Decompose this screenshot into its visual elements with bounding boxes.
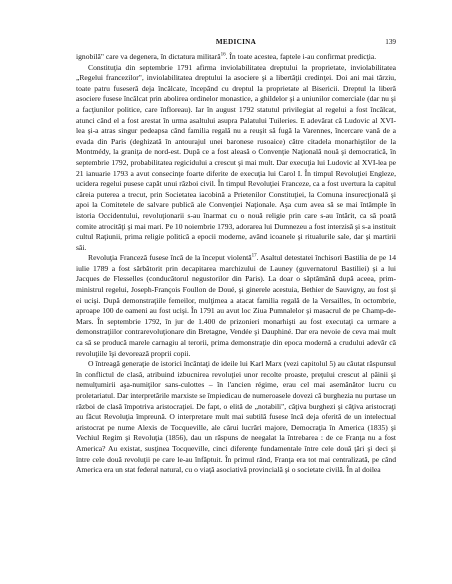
paragraph: O întreagă generaţie de istorici încântaţi de ideile lui Karl Marx (vezi capitolul 5) au căutat răspunsul în conflictul de clasă, atribuind izbucnirea revoluţiei unor recolte proaste, preţului crescut al pâinii şi nemulţumirii aşa-numiţilor sans-culottes – în l'ancien régime, erau cel mai asemănător lucru cu proletariatul. Dar interpretările marxiste se împiedicau de numeroasele dovezi că burghezia nu purtase un război de clasă împotriva aristocraţiei. De fapt, o elită de „notabili", câţiva burghezi şi câţiva aristocraţi au făcut Revoluţia împreună. O interpretare mult mai subtilă fusese încă deja oferită de un intelectual aristocrat pe nume Alexis de Tocqueville, ale cărui lucrări majore, Democraţia în America (1835) şi Vechiul Regim şi Revoluţia (1856), dau un răspuns de neegalat la întrebarea : de ce Franţa nu a fost America? Au existat, susţinea Tocqueville, cinci diferenţe fundamentale între cele două ţări şi deci şi între cele două revoluţii pe care le-au înfăptuit. În primul rând, Franţa era tot mai centralizată, pe când America era un stat federal natural, cu o viaţă asociativă provincială şi o societate civilă. În al doilea xyxy=(76,359,396,475)
page-number: 139 xyxy=(385,38,396,46)
running-title: MEDICINA xyxy=(215,38,257,46)
footnote-ref[interactable]: 16 xyxy=(220,52,226,58)
footnote-ref[interactable]: 17 xyxy=(251,253,257,259)
body-text xyxy=(76,52,396,572)
page-header xyxy=(76,38,396,50)
paragraph: Revoluţia Franceză fusese încă de la început violentă$^{17}$. Asaltul detestatei închisori Bastilia de pe 14 iulie 1789 a fost sărbătorit prin decapitarea marchizului de Launey (guvernatorul Bastiliei) şi a lui Jacques de Flesselles (conducătorul negustorilor din Paris). La doar o săptămână după aceea, prim-ministrul regelui, Joseph-François Foullon de Doué, şi ginerele acestuia, Bethier de Sauvigny, au fost şi ei ucişi. După demonstraţiile femeilor, mulţimea a atacat familia regală de la Versailles, în octombrie, aproape 100 de oameni au fost ucişi. În 1791 au avut loc Ziua Pumnalelor şi masacrul de pe Champ-de-Mars. În septembrie 1792, în jur de 1.400 de prizonieri monarhişti au fost executaţi ca urmare a demonstraţiilor contrarevoluţionare din Bretagne, Vendée şi Dauphiné. Dar era nevoie de ceva mai mult ca să se producă marele carnagiu al terorii, prima demonstraţie din epoca modernă a crudului adevăr că revoluţiile îşi devorează proprii copii. xyxy=(76,253,396,358)
paragraph: ignobilă" care va degenera, în dictatura militară$^{16}$. În toate acestea, faptele i-au confirmat predicţia. xyxy=(76,52,377,61)
paragraph: Constituţia din septembrie 1791 afirma inviolabilitatea dreptului la proprietate, inviolabilitatea „Regelui francezilor", inviolabilitatea dreptului la asociere şi a libertăţii credinţei. Doi ani mai târziu, toate patru fuseseră deja încălcate, începând cu dreptul la proprietate al Bisericii. Dreptul la liberă asociere fusese încălcat prin abolirea ordinelor monastice, a ghildelor şi a uniunilor comerciale (dar nu şi a facţiunilor politice, care înfloreau). Iar în august 1792 statutul privilegiat al regelui a fost încălcat, atunci când el a fost arestat în urma asaltului asupra Palatului Tuileries. E adevărat că Ludovic al XVI-lea şi-a atras singur pedeapsa când familia regală nu a reuşit să fugă la Varennes, încercare vană de a evada din Paris (deghizată în antourajul unei baronese rusoaice) către citadela monarhiştilor de la Montmédy, la graniţa de nord-est. După ce a fost aleasă o Convenţie Naţională nouă şi democratică, în septembrie 1792, probabilitatea regicidului a crescut şi mai mult. Dar execuţia lui Ludovic al XVI-lea pe 21 ianuarie 1793 a avut consecinţe foarte diferite de execuţia lui Carol I. În timpul Revoluţiei Engleze, ucidera regelui pusese capăt unui război civil. În timpul Revoluţiei Franceze, ca a fost uvertura la capitul căreia puterea a trecut, prin Societatea iacobină a Prietenilor Constituţiei, la Comuna insurecţională şi apoi la Comitetele de salvare publică ale Convenţiei Naţionale. Aşa cum avea să se mai întâmple în istoria Occidentului, revoluţionarii s-au înarmat cu o nouă religie prin care s-au întărit, ca să poată comite atrocităţi şi mai mari. Pe 10 noiembrie 1793, adorarea lui Dumnezeu a fost interzisă şi s-a instituit cultul Raţiunii, prima religie politică a epocii moderne, având icoanele şi ritualurile sale, dar şi martirii săi. xyxy=(76,62,396,252)
